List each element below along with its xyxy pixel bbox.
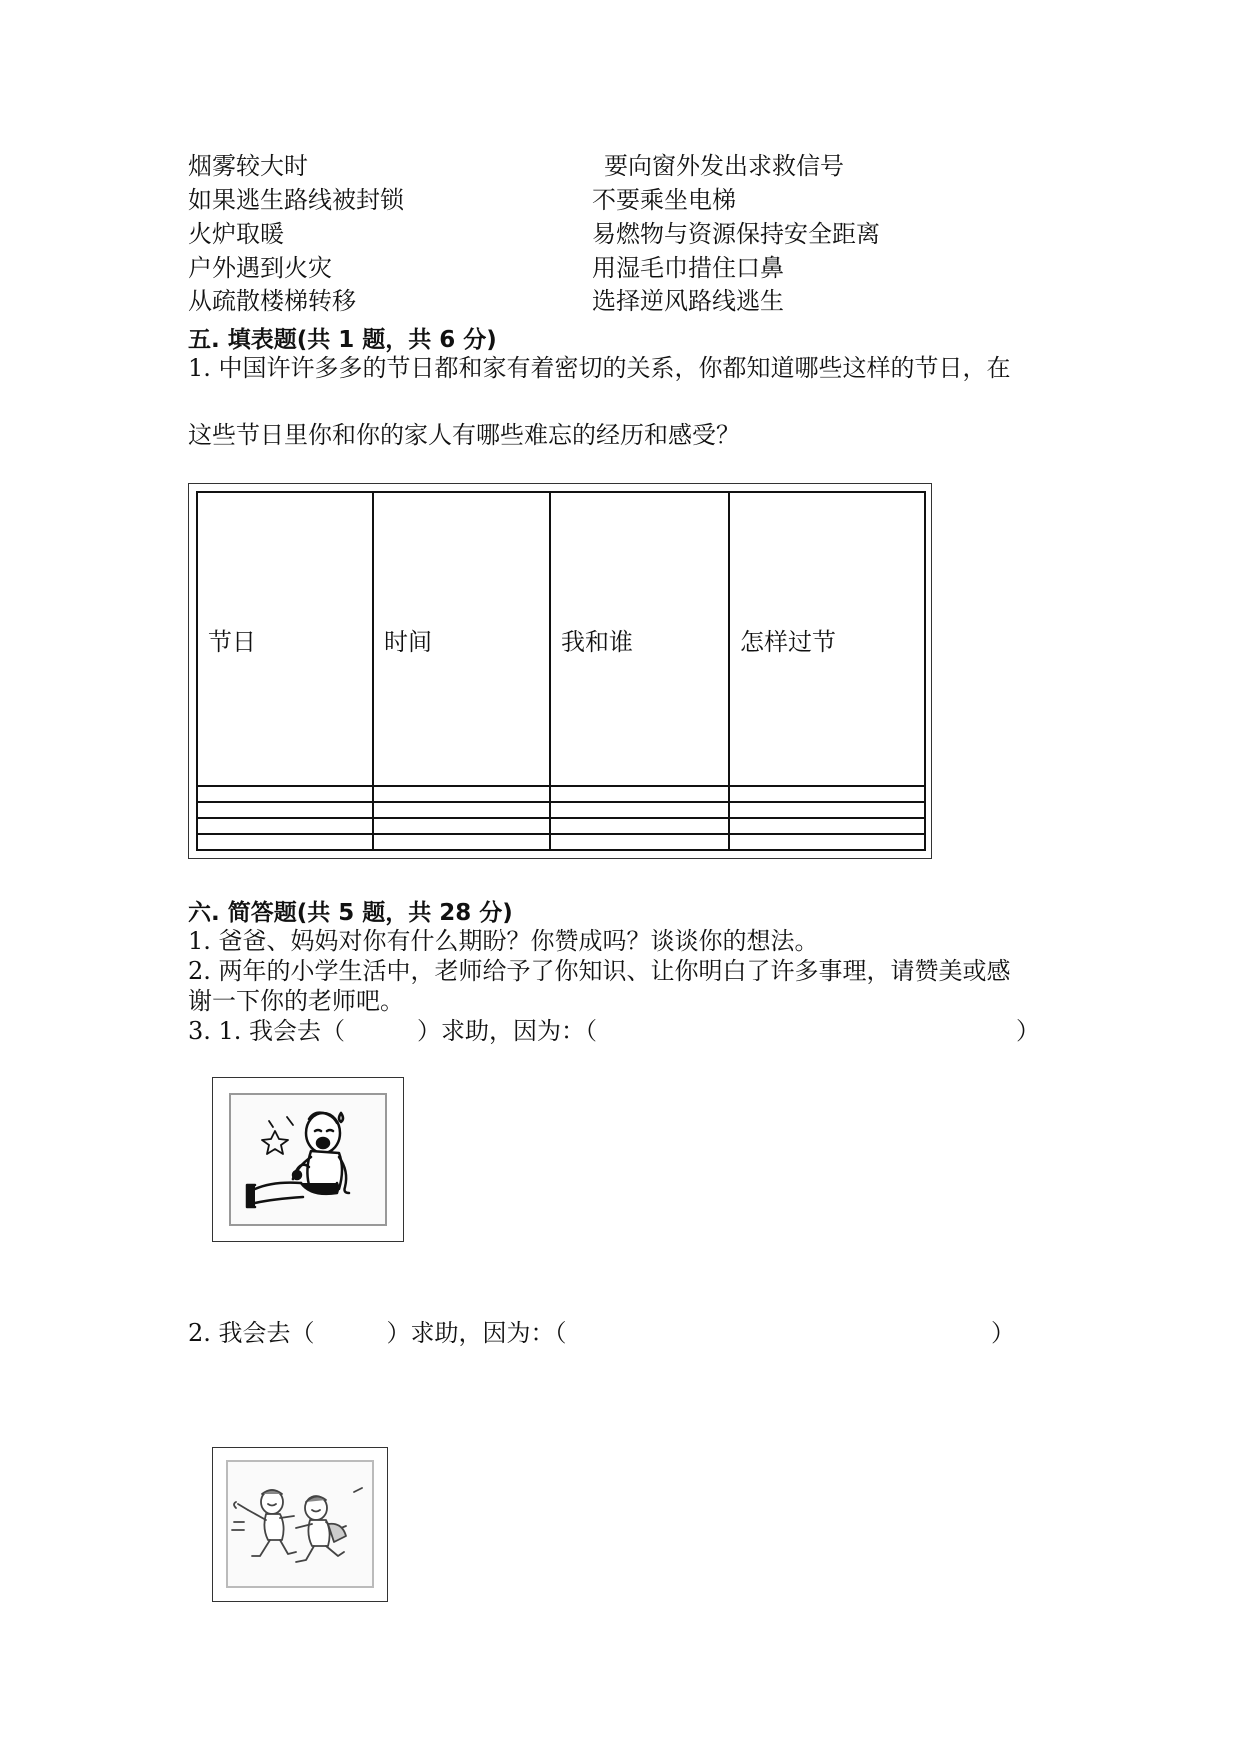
section5-title: 五. 填表题(共 1 题，共 6 分) [188,327,497,353]
header-with-whom: 我和谁 [550,492,729,786]
table-cell[interactable] [550,802,729,818]
pair-left-4: 户外遇到火灾 [188,254,332,282]
table-header-row [197,492,925,786]
pair-left-1: 烟雾较大时 [188,152,308,180]
section6-q3-2: 2. 我会去（ ）求助，因为：（ [188,1319,567,1347]
pair-right-2: 不要乘坐电梯 [592,186,736,214]
section5-q1-line1: 1. 中国许许多多的节日都和家有着密切的关系，你都知道哪些这样的节日，在 [188,354,1011,382]
pair-right-1: 要向窗外发出求救信号 [604,152,844,180]
section5-q1-line2: 这些节日里你和你的家人有哪些难忘的经历和感受？ [188,421,740,449]
table-cell[interactable] [373,834,550,850]
header-festival: 节日 [197,492,373,786]
section6-q3-1-close: ） [1016,1017,1040,1045]
header-time: 时间 [373,492,550,786]
table-row [197,786,925,802]
table-cell[interactable] [550,786,729,802]
table-row [197,834,925,850]
table-cell[interactable] [550,834,729,850]
table-cell[interactable] [197,834,373,850]
section6-q1: 1. 爸爸、妈妈对你有什么期盼？你赞成吗？谈谈你的想法。 [188,927,819,955]
table-cell[interactable] [729,786,925,802]
table-cell[interactable] [373,786,550,802]
pair-right-5: 选择逆风路线逃生 [592,287,784,315]
table-cell[interactable] [197,786,373,802]
header-how: 怎样过节 [729,492,925,786]
section6-q2-line2: 谢一下你的老师吧。 [188,987,404,1015]
table-cell[interactable] [729,818,925,834]
pair-right-4: 用湿毛巾措住口鼻 [592,254,784,282]
table-cell[interactable] [197,818,373,834]
running-boys-illustration [228,1462,372,1586]
injured-child-illustration [231,1095,385,1224]
table-cell[interactable] [373,818,550,834]
festival-table [196,491,926,851]
table-cell[interactable] [373,802,550,818]
picture-inner-frame [229,1093,387,1226]
pair-left-3: 火炉取暖 [188,220,284,248]
table-cell[interactable] [729,802,925,818]
table-row [197,802,925,818]
section6-q3-1: 3. 1. 我会去（ ）求助，因为：（ [188,1017,598,1045]
section6-q2-line1: 2. 两年的小学生活中，老师给予了你知识、让你明白了许多事理，请赞美或感 [188,957,1011,985]
table-row [197,818,925,834]
pair-right-3: 易燃物与资源保持安全距离 [592,220,880,248]
table-cell[interactable] [729,834,925,850]
pair-left-5: 从疏散楼梯转移 [188,287,356,315]
table-cell[interactable] [197,802,373,818]
section6-title: 六. 简答题(共 5 题，共 28 分) [188,900,513,926]
pair-left-2: 如果逃生路线被封锁 [188,186,404,214]
section6-q3-2-close: ） [991,1319,1015,1347]
table-cell[interactable] [550,818,729,834]
picture-inner-frame [226,1460,374,1588]
